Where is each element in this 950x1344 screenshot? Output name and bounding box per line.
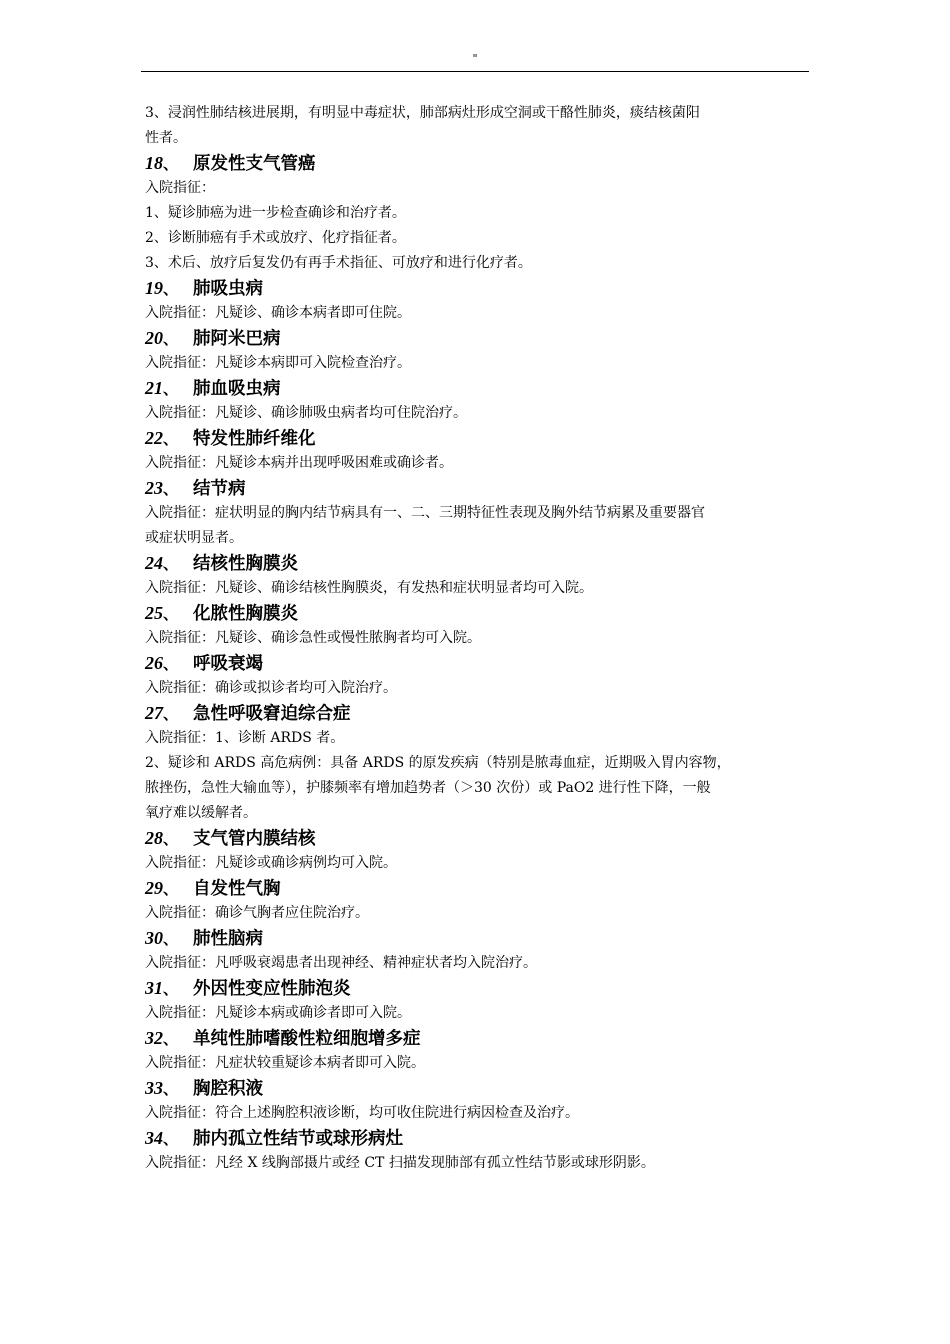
section-separator: 、 <box>163 655 179 673</box>
intro-line: 性者。 <box>145 130 187 146</box>
section-separator: 、 <box>163 480 179 498</box>
section-heading <box>145 1076 810 1101</box>
section-number: 22 <box>145 428 163 448</box>
section-separator: 、 <box>163 380 179 398</box>
section-text-line: 入院指征：凡症状较重疑诊本病者即可入院。 <box>145 1055 425 1071</box>
section-number: 23 <box>145 478 163 498</box>
section-number: 30 <box>145 928 163 948</box>
page-header <box>141 52 809 72</box>
section-title: 肺阿米巴病 <box>193 329 281 349</box>
section-text-line: 入院指征：凡疑诊或确诊病例均可入院。 <box>145 855 397 871</box>
section-text-line: 入院指征：症状明显的胸内结节病具有一、二、三期特征性表现及胸外结节病累及重要器官 <box>145 505 705 521</box>
section-separator: 、 <box>163 880 179 898</box>
section-heading <box>145 426 810 451</box>
document-body <box>145 101 810 1176</box>
section-title: 自发性气胸 <box>193 879 281 899</box>
section-number: 19 <box>145 278 163 298</box>
section-title: 结核性胸膜炎 <box>193 554 298 574</box>
section-heading <box>145 276 810 301</box>
section-text-line: 入院指征：凡疑诊、确诊急性或慢性脓胸者均可入院。 <box>145 630 481 646</box>
section-text-line: 2、疑诊和 ARDS 高危病例：具备 ARDS 的原发疾病（特别是脓毒血症，近期吸入胃内容物， <box>145 755 731 771</box>
section-26 <box>145 651 810 701</box>
section-text-line: 氧疗难以缓解者。 <box>145 805 257 821</box>
section-list <box>145 151 810 1176</box>
section-text-line: 或症状明显者。 <box>145 530 243 546</box>
section-number: 28 <box>145 828 163 848</box>
section-separator: 、 <box>163 830 179 848</box>
section-34 <box>145 1126 810 1176</box>
section-heading <box>145 601 810 626</box>
section-23 <box>145 476 810 551</box>
section-heading <box>145 876 810 901</box>
section-separator: 、 <box>163 930 179 948</box>
section-separator: 、 <box>163 705 179 723</box>
section-title: 支气管内膜结核 <box>193 829 316 849</box>
section-title: 肺内孤立性结节或球形病灶 <box>193 1129 403 1149</box>
section-separator: 、 <box>163 280 179 298</box>
section-text-line: 入院指征：凡疑诊本病或确诊者即可入院。 <box>145 1005 411 1021</box>
header-mark: " <box>472 52 478 65</box>
section-text-line: 3、术后、放疗后复发仍有再手术指征、可放疗和进行化疗者。 <box>145 255 532 271</box>
section-title: 肺性脑病 <box>193 929 263 949</box>
section-heading <box>145 651 810 676</box>
section-27 <box>145 701 810 826</box>
section-19 <box>145 276 810 326</box>
intro-paragraph <box>145 101 810 151</box>
section-title: 胸腔积液 <box>193 1079 263 1099</box>
section-32 <box>145 1026 810 1076</box>
section-text-line: 入院指征：1、诊断 ARDS 者。 <box>145 730 345 746</box>
section-heading <box>145 376 810 401</box>
section-number: 32 <box>145 1028 163 1048</box>
section-separator: 、 <box>163 605 179 623</box>
section-text-line: 1、疑诊肺癌为进一步检查确诊和治疗者。 <box>145 205 406 221</box>
section-title: 呼吸衰竭 <box>193 654 263 674</box>
section-text-line: 入院指征：符合上述胸腔积液诊断，均可收住院进行病因检查及治疗。 <box>145 1105 579 1121</box>
section-separator: 、 <box>163 1030 179 1048</box>
section-number: 26 <box>145 653 163 673</box>
section-text-line: 脓挫伤，急性大输血等），护膝频率有增加趋势者（＞30 次份）或 PaO2 进行性下降，一般 <box>145 780 711 796</box>
section-text-line: 入院指征：凡疑诊、确诊本病者即可住院。 <box>145 305 411 321</box>
section-heading <box>145 926 810 951</box>
section-text-line: 入院指征：确诊或拟诊者均可入院治疗。 <box>145 680 397 696</box>
section-text-line: 入院指征：凡疑诊本病即可入院检查治疗。 <box>145 355 411 371</box>
section-title: 原发性支气管癌 <box>193 154 316 174</box>
section-title: 肺吸虫病 <box>193 279 263 299</box>
section-31 <box>145 976 810 1026</box>
section-separator: 、 <box>163 1080 179 1098</box>
section-heading <box>145 151 810 176</box>
section-21 <box>145 376 810 426</box>
section-separator: 、 <box>163 980 179 998</box>
section-text-line: 入院指征：凡疑诊、确诊肺吸虫病者均可住院治疗。 <box>145 405 467 421</box>
section-number: 18 <box>145 153 163 173</box>
section-title: 肺血吸虫病 <box>193 379 281 399</box>
section-text-line: 2、诊断肺癌有手术或放疗、化疗指征者。 <box>145 230 406 246</box>
section-22 <box>145 426 810 476</box>
section-heading <box>145 701 810 726</box>
section-text-line: 入院指征：凡疑诊、确诊结核性胸膜炎，有发热和症状明显者均可入院。 <box>145 580 593 596</box>
section-text-line: 入院指征： <box>145 180 215 196</box>
section-text-line: 入院指征：凡疑诊本病并出现呼吸困难或确诊者。 <box>145 455 453 471</box>
section-separator: 、 <box>163 555 179 573</box>
section-number: 21 <box>145 378 163 398</box>
section-number: 31 <box>145 978 163 998</box>
section-25 <box>145 601 810 651</box>
section-33 <box>145 1076 810 1126</box>
section-number: 29 <box>145 878 163 898</box>
section-heading <box>145 976 810 1001</box>
section-title: 单纯性肺嗜酸性粒细胞增多症 <box>193 1029 421 1049</box>
section-28 <box>145 826 810 876</box>
section-number: 25 <box>145 603 163 623</box>
intro-line: 3、浸润性肺结核进展期，有明显中毒症状，肺部病灶形成空洞或干酪性肺炎，痰结核菌阳 <box>145 105 700 121</box>
section-24 <box>145 551 810 601</box>
section-30 <box>145 926 810 976</box>
section-separator: 、 <box>163 330 179 348</box>
section-title: 结节病 <box>193 479 246 499</box>
section-separator: 、 <box>163 155 179 173</box>
section-number: 33 <box>145 1078 163 1098</box>
section-heading <box>145 551 810 576</box>
section-separator: 、 <box>163 1130 179 1148</box>
section-title: 急性呼吸窘迫综合症 <box>193 704 351 724</box>
section-number: 20 <box>145 328 163 348</box>
section-heading <box>145 1126 810 1151</box>
section-number: 27 <box>145 703 163 723</box>
section-title: 外因性变应性肺泡炎 <box>193 979 351 999</box>
section-29 <box>145 876 810 926</box>
section-text-line: 入院指征：凡呼吸衰竭患者出现神经、精神症状者均入院治疗。 <box>145 955 537 971</box>
section-number: 24 <box>145 553 163 573</box>
section-18 <box>145 151 810 276</box>
section-separator: 、 <box>163 430 179 448</box>
section-text-line: 入院指征：凡经 X 线胸部摄片或经 CT 扫描发现肺部有孤立性结节影或球形阴影。 <box>145 1155 655 1171</box>
section-20 <box>145 326 810 376</box>
section-heading <box>145 826 810 851</box>
section-heading <box>145 1026 810 1051</box>
section-text-line: 入院指征：确诊气胸者应住院治疗。 <box>145 905 369 921</box>
section-title: 特发性肺纤维化 <box>193 429 316 449</box>
section-title: 化脓性胸膜炎 <box>193 604 298 624</box>
section-heading <box>145 326 810 351</box>
section-number: 34 <box>145 1128 163 1148</box>
section-heading <box>145 476 810 501</box>
